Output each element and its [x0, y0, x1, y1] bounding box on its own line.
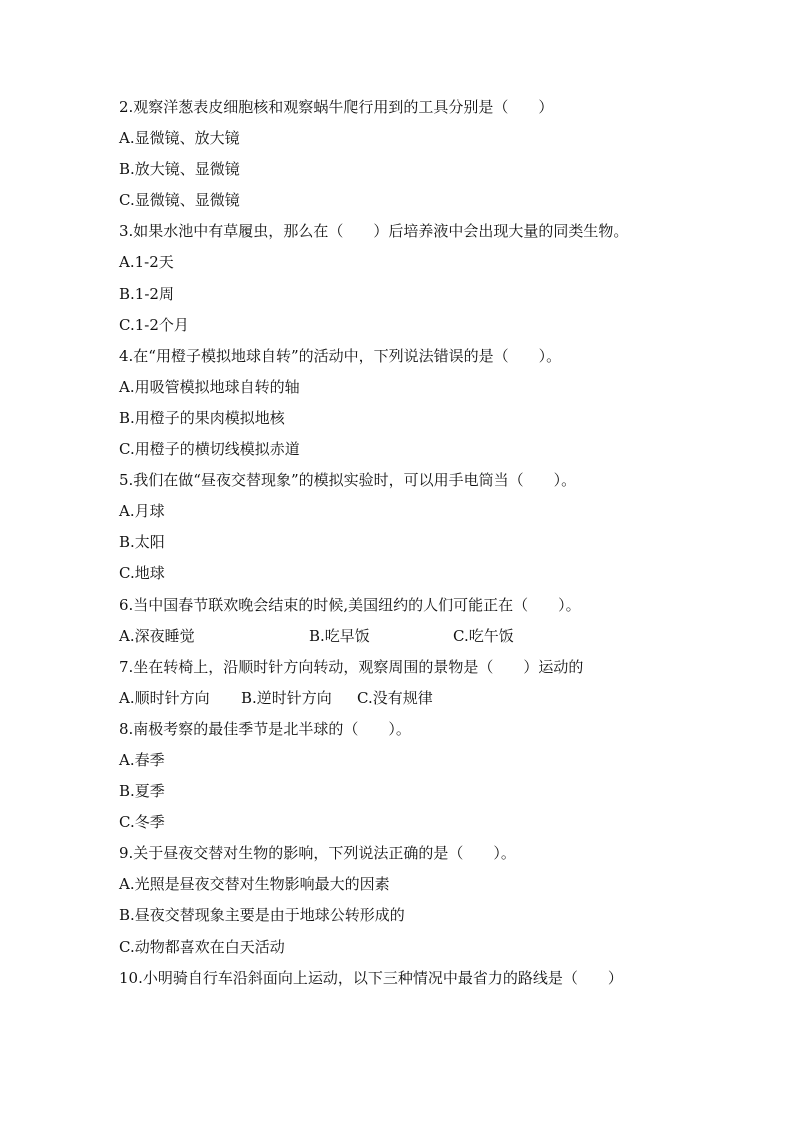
question-8-stem: 8.南极考察的最佳季节是北半球的（ ）。 — [119, 719, 411, 738]
question-4-option-c: C.用橙子的横切线模拟赤道 — [119, 440, 300, 459]
question-7-options — [119, 687, 679, 718]
question-10-stem: 10.小明骑自行车沿斜面向上运动，以下三种情况中最省力的路线是（ ） — [119, 968, 623, 987]
question-3-option-c: C.1-2个月 — [119, 315, 189, 334]
question-9-option-b: B.昼夜交替现象主要是由于地球公转形成的 — [119, 906, 405, 925]
exam-page — [119, 96, 679, 998]
question-7-option-b: B.逆时针方向 — [241, 688, 332, 707]
question-8-option-b: B.夏季 — [119, 782, 165, 801]
question-8-option-a: A.春季 — [119, 750, 165, 769]
question-5-stem: 5.我们在做“昼夜交替现象”的模拟实验时，可以用手电筒当（ ）。 — [119, 471, 577, 490]
question-6-option-b: B.吃早饭 — [309, 626, 370, 645]
question-2-option-b: B.放大镜、显微镜 — [119, 160, 240, 179]
question-9-option-c: C.动物都喜欢在白天活动 — [119, 937, 285, 956]
question-4-option-a: A.用吸管模拟地球自转的轴 — [119, 377, 300, 396]
question-7-option-a: A.顺时针方向 — [119, 688, 210, 707]
question-3-option-b: B.1-2周 — [119, 284, 174, 303]
question-7-option-c: C.没有规律 — [357, 688, 433, 707]
question-5-option-a: A.月球 — [119, 502, 165, 521]
question-4-option-b: B.用橙子的果肉模拟地核 — [119, 408, 285, 427]
question-2-option-c: C.显微镜、显微镜 — [119, 191, 240, 210]
question-8-option-c: C.冬季 — [119, 813, 165, 832]
question-6-options — [119, 625, 679, 656]
question-2-option-a: A.显微镜、放大镜 — [119, 129, 240, 148]
question-6-option-a: A.深夜睡觉 — [119, 626, 195, 645]
question-9-stem: 9.关于昼夜交替对生物的影响，下列说法正确的是（ ）。 — [119, 844, 516, 863]
question-5-option-c: C.地球 — [119, 564, 165, 583]
question-6-option-c: C.吃午饭 — [453, 626, 514, 645]
question-2-stem: 2.观察洋葱表皮细胞核和观察蜗牛爬行用到的工具分别是（ ） — [119, 98, 554, 116]
question-5-option-b: B.太阳 — [119, 533, 165, 552]
question-7-stem: 7.坐在转椅上，沿顺时针方向转动，观察周围的景物是（ ）运动的 — [119, 657, 584, 676]
question-9-option-a: A.光照是昼夜交替对生物影响最大的因素 — [119, 875, 390, 894]
question-4-stem: 4.在“用橙子模拟地球自转”的活动中，下列说法错误的是（ ）。 — [119, 346, 562, 365]
question-3-stem: 3.如果水池中有草履虫，那么在（ ）后培养液中会出现大量的同类生物。 — [119, 222, 629, 241]
question-6-stem: 6.当中国春节联欢晚会结束的时候,美国纽约的人们可能正在（ ）。 — [119, 595, 581, 614]
question-3-option-a: A.1-2天 — [119, 253, 174, 272]
